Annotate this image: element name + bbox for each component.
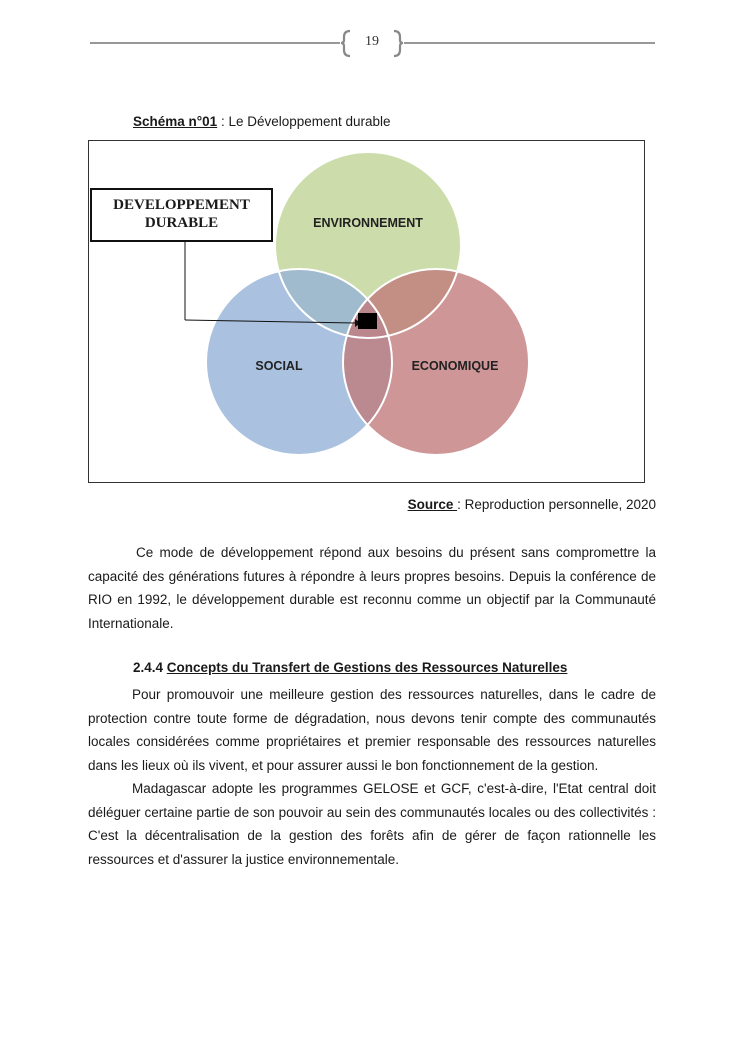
- dd-box-line1: DEVELOPPEMENT: [113, 197, 250, 213]
- paragraph-2: Pour promouvoir une meilleure gestion des ressources naturelles, dans le cadre de protection contre toute forme de dégradation, nous devons tenir compte des communautés locales considérées comme propriétaires et premier responsable des ressources naturelles dans les lieux où ils vivent, et pour assurer aussi le bon fonctionnement de la gestion.: [88, 687, 656, 773]
- section-number: 2.4.4: [133, 660, 164, 675]
- center-marker: [358, 313, 377, 329]
- figure-caption-text: : Le Développement durable: [217, 114, 391, 129]
- page-number: 19: [365, 34, 379, 49]
- paragraph-3: Madagascar adopte les programmes GELOSE et GCF, c'est-à-dire, l'Etat central doit déléguer certaine partie de son pouvoir au sein des communautés locales ou des collectivités : C'est la décentralisation de la gestion des forêts afin de gérer de façon rationnelle les ressources et d'assurer la justice environnementale.: [88, 781, 656, 867]
- source-text: : Reproduction personnelle, 2020: [457, 497, 656, 512]
- label-social: SOCIAL: [255, 359, 303, 373]
- figure-caption: [133, 114, 391, 129]
- paragraph-1: Ce mode de développement répond aux besoins du présent sans compromettre la capacité des générations futures à répondre à leurs propres besoins. Depuis la conférence de RIO en 1992, le développement durable est reconnu comme un objectif par la Communauté Internationale.: [88, 545, 656, 631]
- section-heading: [133, 660, 567, 675]
- label-economique: ECONOMIQUE: [411, 359, 499, 373]
- figure-source: [408, 497, 656, 512]
- label-environnement: ENVIRONNEMENT: [313, 216, 423, 230]
- source-label: Source: [407, 497, 458, 512]
- dd-box-line2: DURABLE: [144, 215, 219, 231]
- page-header: [0, 0, 745, 80]
- section-title: Concepts du Transfert de Gestions des Ressources Naturelles: [166, 660, 568, 675]
- figure-caption-label: Schéma n°01: [133, 114, 218, 129]
- developpement-durable-box: [90, 188, 273, 242]
- venn-diagram: [88, 140, 645, 483]
